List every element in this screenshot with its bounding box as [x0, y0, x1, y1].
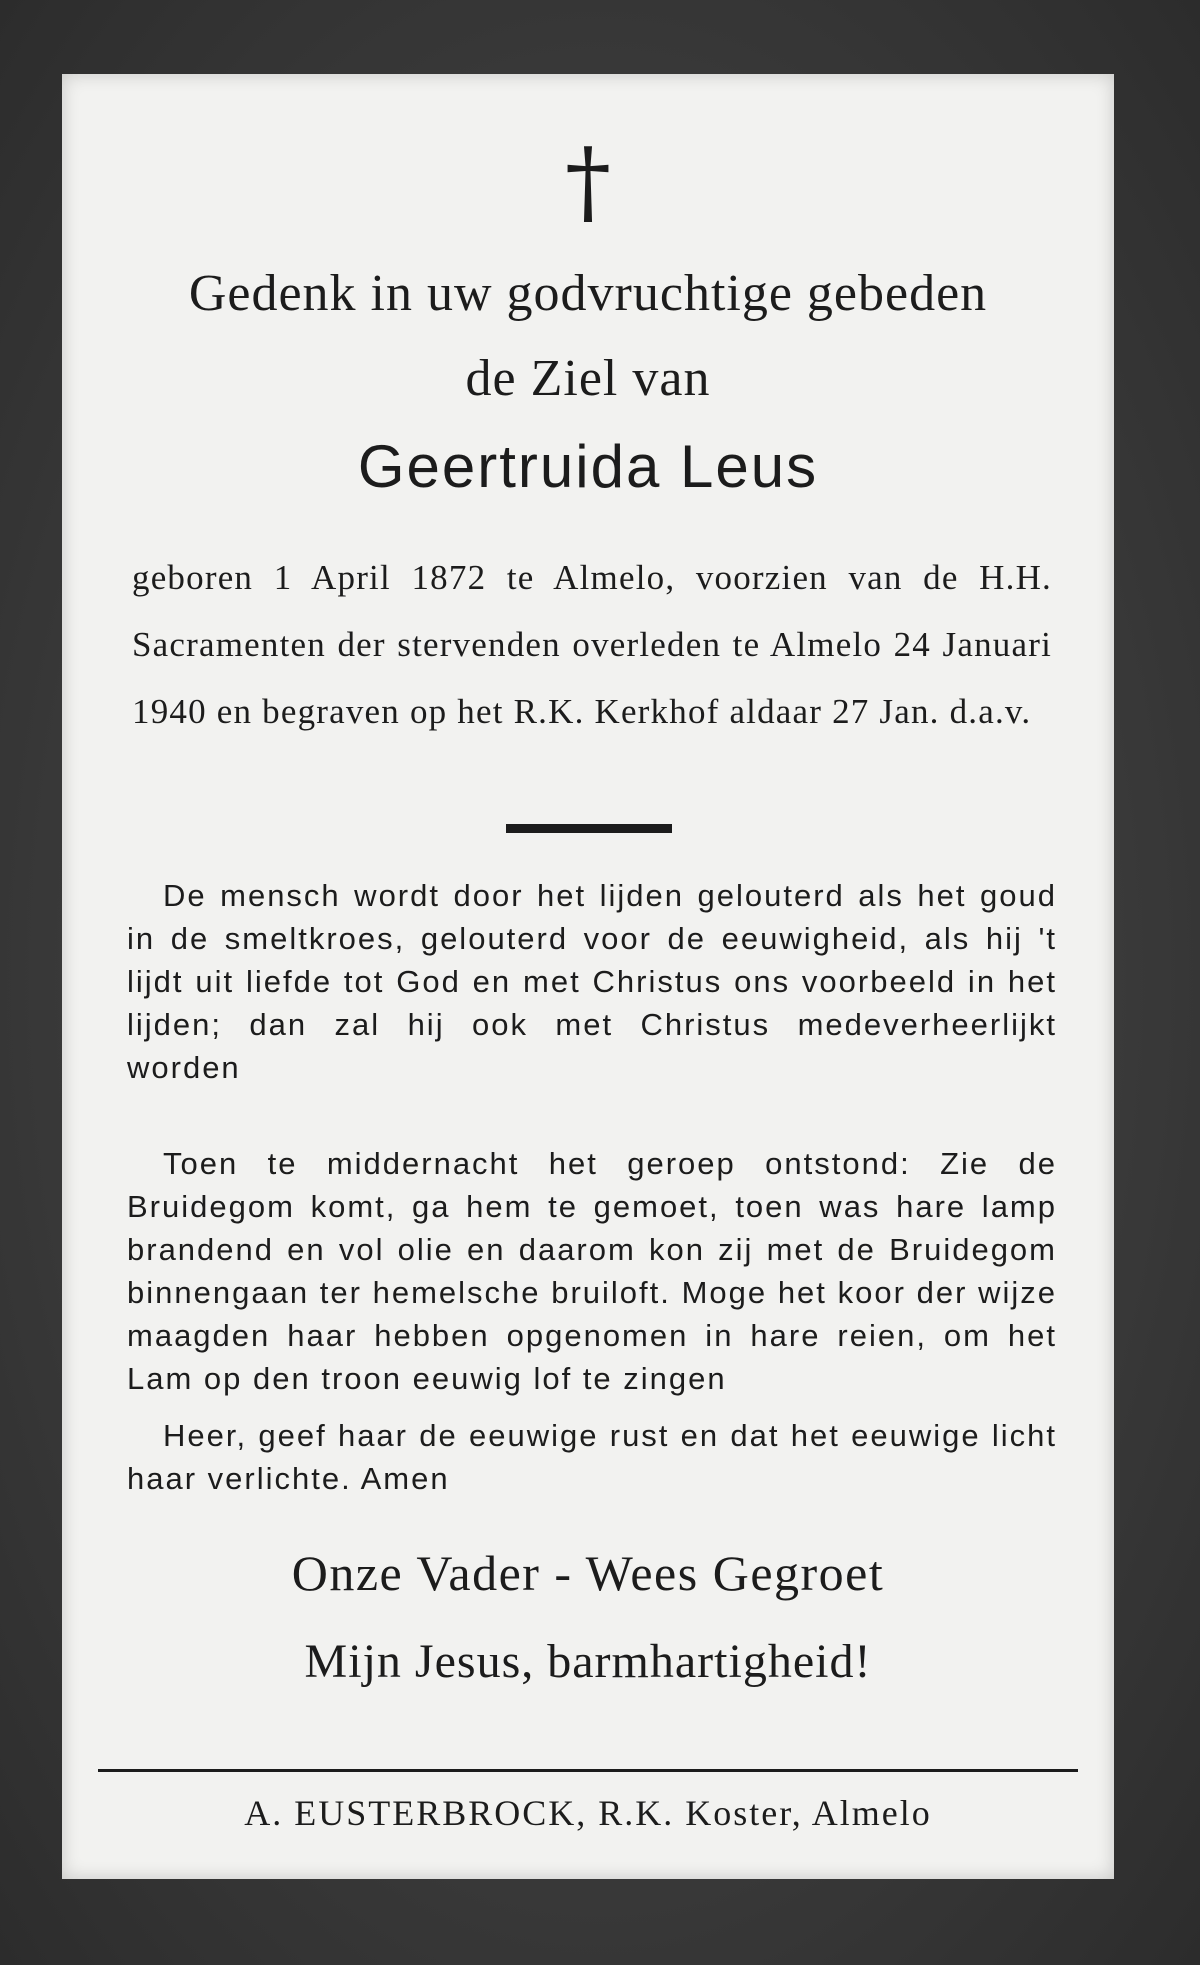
prayer-line-1: Onze Vader - Wees Gegroet: [291, 1545, 885, 1601]
biography: [132, 544, 1052, 745]
memorial-card: [62, 74, 1114, 1879]
passage-suffering-text: De mensch wordt door het lijden gelouterd als het goud in de smeltkroes, gelouterd voor de eeuwigheid, als hij 't lijdt uit liefde tot God en met Christus ons voorbeeld in het lijden; dan zal hij ook met Christus medeverheerlijkt worden: [127, 878, 1057, 1085]
passage-bridegroom: [127, 1142, 1057, 1400]
biography-text: geboren 1 April 1872 te Almelo, voorzien van de H.H. Sacramenten der stervenden overleden te Almelo 24 Januari 1940 en begraven op het R.K. Kerkhof aldaar 27 Jan. d.a.v.: [132, 558, 1052, 731]
short-divider: [506, 824, 672, 833]
cross-icon: †: [565, 128, 611, 235]
printer-credit: A. EUSTERBROCK, R.K. Koster, Almelo: [244, 1793, 932, 1833]
passage-rest-text: Heer, geef haar de eeuwige rust en dat het eeuwige licht haar verlichte. Amen: [127, 1418, 1057, 1496]
footer-divider: [98, 1769, 1078, 1772]
invocation-line-1: Gedenk in uw godvruchtige gebeden: [188, 265, 988, 322]
passage-suffering: [127, 874, 1057, 1089]
deceased-name: Geertruida Leus: [357, 433, 819, 500]
passage-rest: [127, 1414, 1057, 1500]
prayer-line-2: Mijn Jesus, barmhartigheid!: [304, 1635, 872, 1688]
invocation-line-2: de Ziel van: [465, 350, 711, 407]
passage-bridegroom-text: Toen te middernacht het geroep ontstond: Zie de Bruidegom komt, ga hem te gemoet, toen was hare lamp brandend en vol olie en daarom kon zij met de Bruidegom binnengaan ter hemelsche bruiloft. Moge het koor der wijze maagden haar hebben opgenomen in hare reien, om het Lam op den troon eeuwig lof te zingen: [127, 1146, 1057, 1396]
